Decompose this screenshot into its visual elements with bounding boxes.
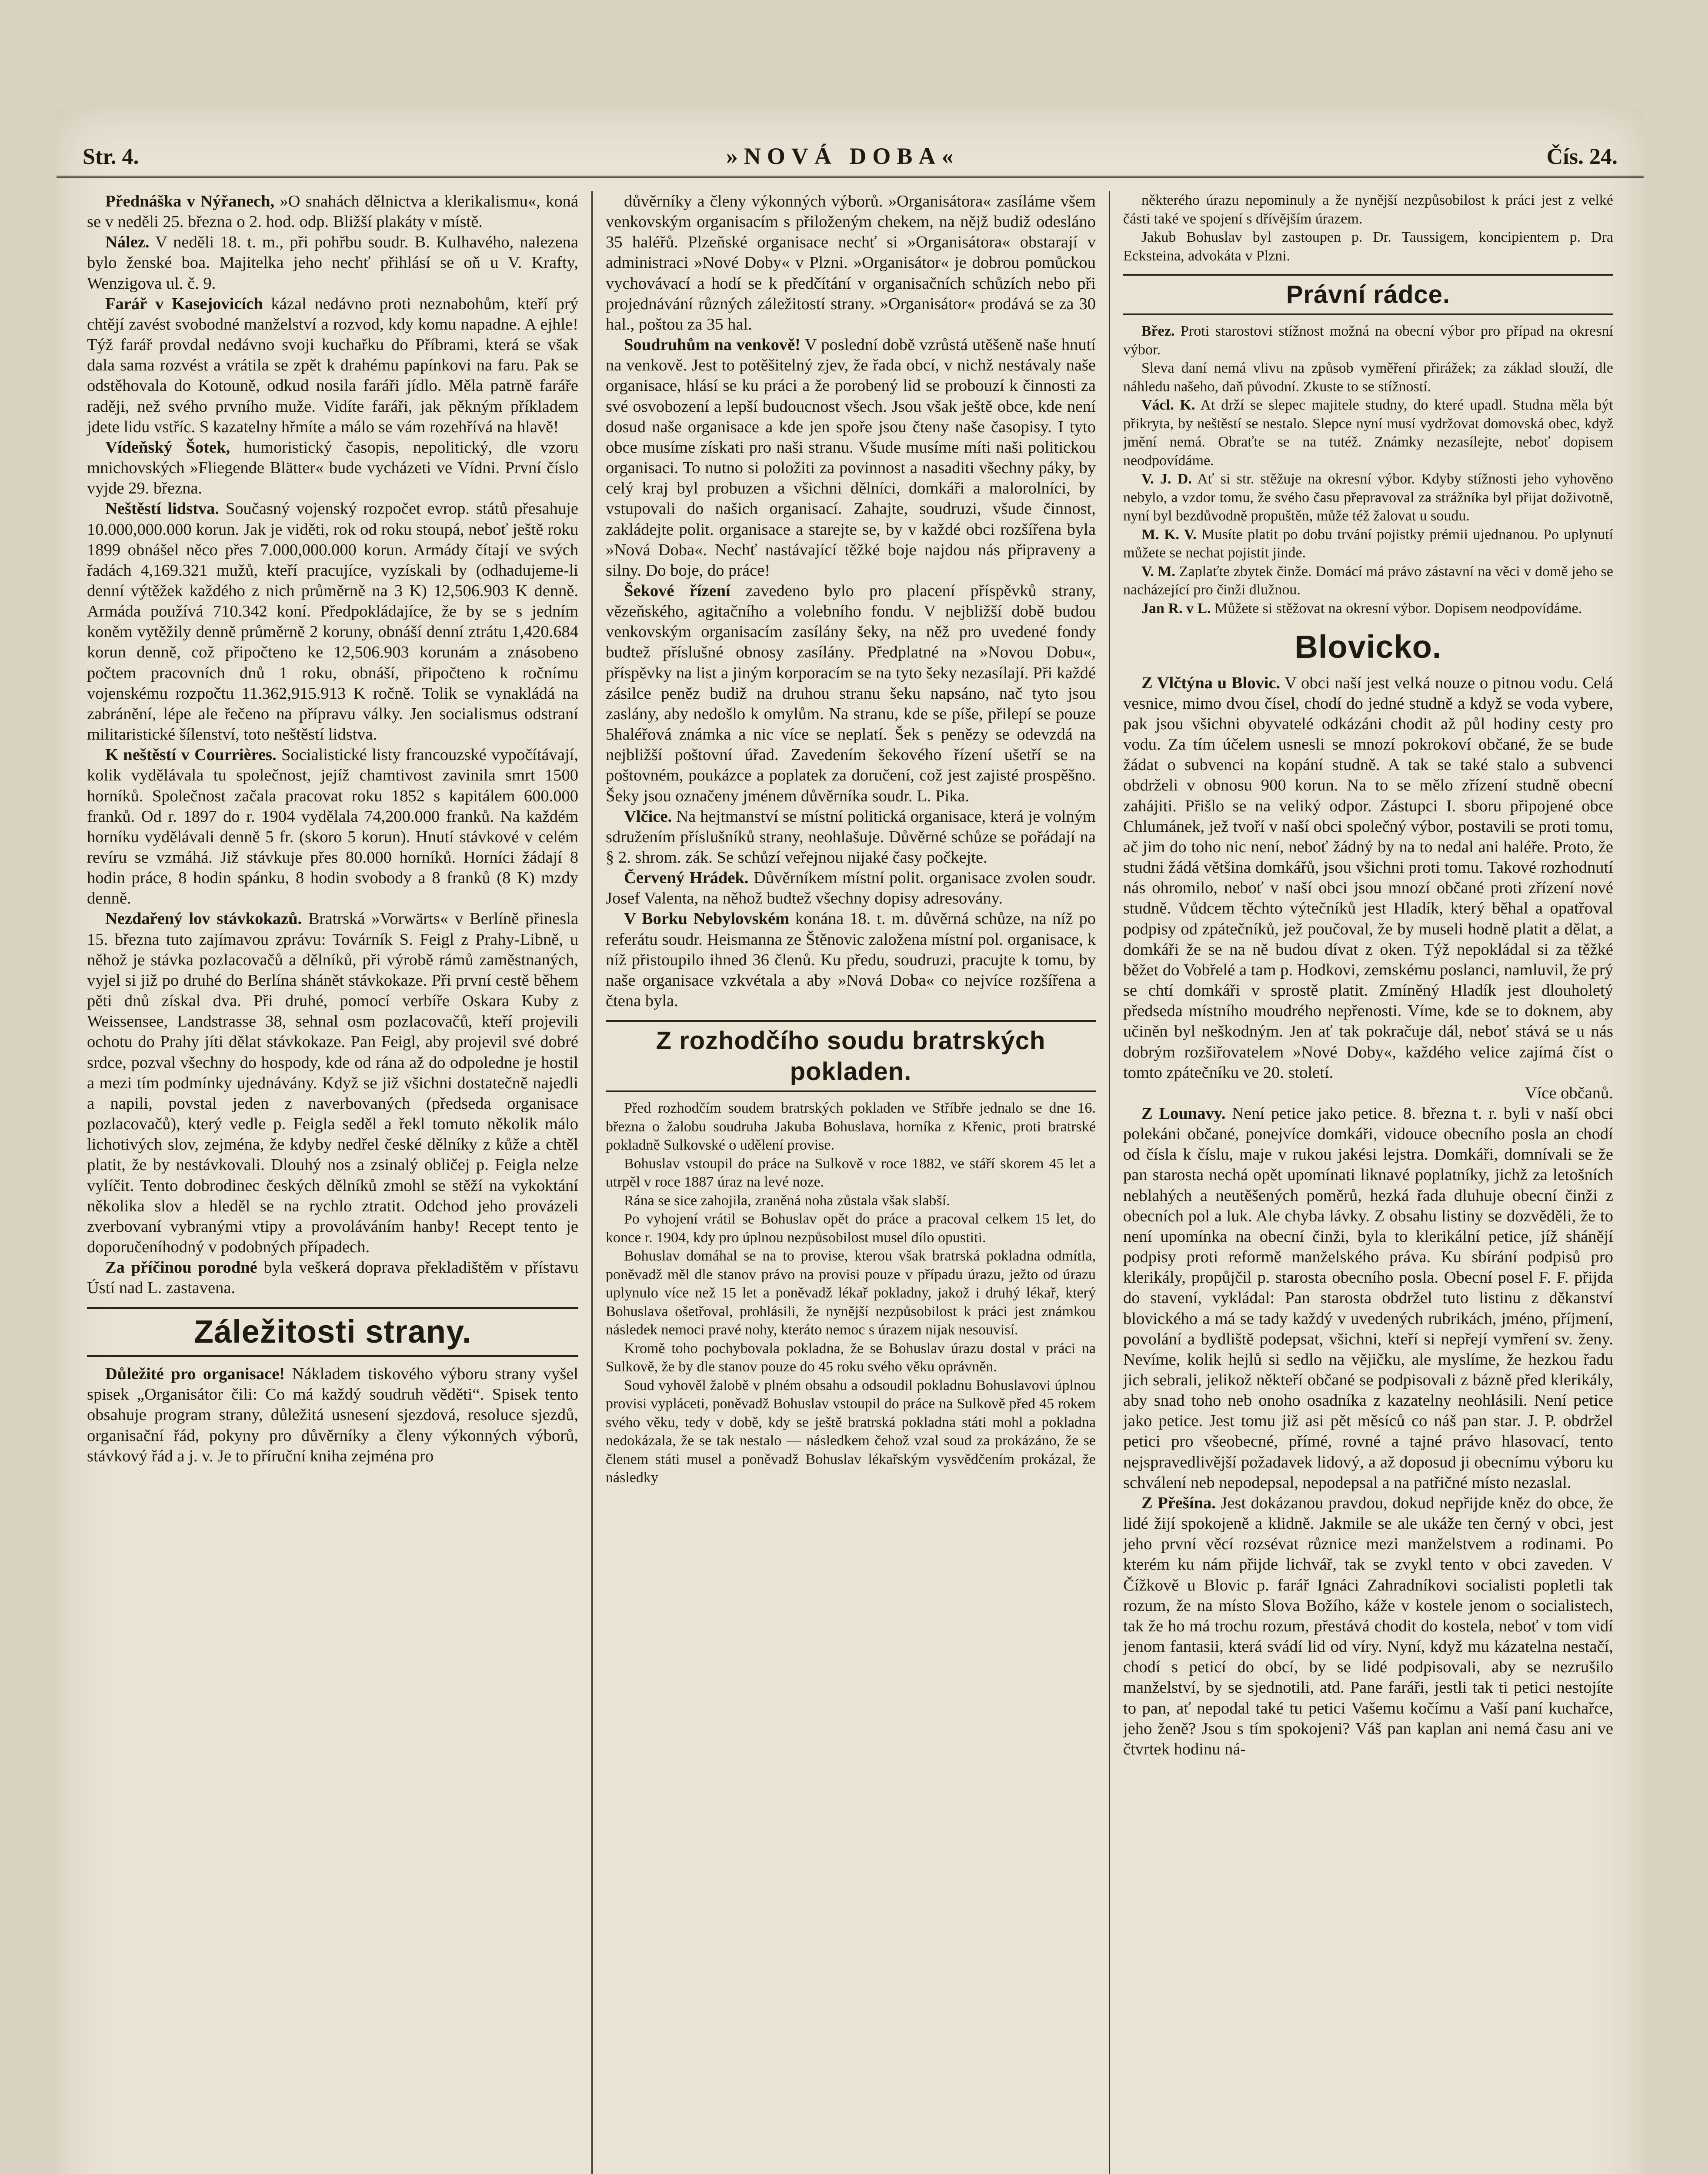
page-header (57, 130, 1644, 178)
article-lead: V Borku Nebylovském (624, 910, 790, 928)
article-paragraph (606, 1340, 1096, 1377)
article-text: byla veškerá doprava překladištěm v přístavu Ústí nad L. zastavena. (87, 1258, 578, 1297)
article-text: »O snahách dělnictva a klerikalismu«, koná se v neděli 25. března o 2. hod. odp. Bližší plakáty v místě. (87, 192, 578, 231)
article-paragraph (87, 191, 578, 232)
article-lead: K neštěstí v Courrières. (105, 746, 277, 764)
col3-blovicko-articles (1123, 673, 1613, 1760)
article-text: Sleva daní nemá vlivu na způsob vyměření přirážek; za základ slouží, dle náhledu našeho, daň původní. Zkuste to se stížností. (1123, 360, 1613, 395)
article-lead: Z Lounavy. (1141, 1104, 1226, 1123)
column-2 (591, 191, 1109, 2174)
article-lead: M. K. V. (1141, 526, 1197, 543)
article-paragraph (87, 745, 578, 909)
article-paragraph (87, 1257, 578, 1298)
article-lead: Vlčice. (624, 807, 672, 826)
issue-number: Čís. 24. (1546, 144, 1618, 169)
article-text: V poslední době vzrůstá utěšeně naše hnutí na venkově. Jest to potěšitelný zjev, že řada obcí, v nichž nestávaly naše organisace, hlásí se ku práci a že porobený lid se probouzí k činnosti za své osvobození a lepší budoucnost všech. Jsou však ještě obce, kde není dosud naše organisace a kde jen spoře jsou čteny naše časopisy. I tyto obce musíme získati pro naši stranu. Všude musíme míti naši politickou organisaci. To nutno si položiti za povinnost a nasaditi všechny páky, by celý kraj byl probuzen a všichni dělníci, domkáři a malorolníci, by vstupovali do našich organisací. Zahajte, soudruzi, všude činnost, zakládejte polit. organisace a starejte se, by v každé obci rozšířena byla »Nová Doba«. Nechť nastávající těžké boje najdou nás připraveny a silny. Do boje, do práce! (606, 336, 1096, 580)
article-text: zavedeno bylo pro placení příspěvků strany, vězeňského, agitačního a volebního fondu. V nejbližší době budou venkovským organisacím zasílány šeky, na něž pro uvedené fondy budtež příslušné obnosy zasílány. Předplatné na »Novou Dobu«, příspěvky na list a jiným korporacím se na tyto šeky nezasílají. Při každé zásilce peněz budiž na druhou stranu šeku napsáno, nač tyto jsou zaslány, aby nedošlo k omylům. Na stranu, kde se píše, přilepí se pouze 5haléřová známka a nic více se neplatí. Šek s penězy se odevzdá na nejbližší poštovní úřad. Zavedením šekového řízení ušetří se na poštovném, poukázce a poplatek za doručení, což jest zajisté prospěšno. Šeky jsou označeny jménem důvěrníka soudr. L. Pika. (606, 581, 1096, 805)
article-paragraph (1123, 322, 1613, 359)
article-text: Před rozhodčím soudem bratrských pokladen ve Stříbře jednalo se dne 16. března o žalobu soudruha Jakuba Bohuslava, horníka z Křenic, proti bratrské pokladně Sulkovské o udělení provise. (606, 1100, 1096, 1154)
article-lead: Červený Hrádek. (624, 869, 749, 887)
section-title-blovicko: Blovicko. (1294, 629, 1442, 665)
section-title-legal-advice: Právní rádce. (1123, 274, 1613, 315)
article-text: Jest dokázanou pravdou, dokud nepřijde kněz do obce, že lidé žijí spokojeně a klidně. Jakmile se ale ukáže ten černý v obci, jest jeho první věcí rozsévat různice mezi manželstvem a rodinami. Po kterém ku nám přijde lichvář, tak se zvykl tento v obci zaveden. V Čížkově u Blovic p. farář Ignáci Zahradníkovi socialisti popletli tak rozum, že na místo Slova Božího, káže v kostele jenom o socialistech, tak že ho má trochu rozum, přestává chodit do kostela, neboť v tom vidí jenom fantasii, která svádí lid od víry. Nyní, když mu kázatelna nestačí, chodí s peticí do obcí, by se lidé podpisovali, aby se nezrušilo manželství, by se sjednotili, atd. Pane faráři, jestli tak ti petici nestojíte to pan, ať nepodal také tu petici Vašemu kočímu a Vaší paní kuchařce, jeho ženě? Jsou s tím spokojeni? Váš pan kaplan ani nemá času ani ve čtvrtek hodinu ná- (1123, 1494, 1613, 1758)
article-lead: V. M. (1141, 563, 1175, 580)
article-lead: Z Vlčtýna u Blovic. (1141, 674, 1281, 692)
article-lead: Jan R. v L. (1141, 600, 1211, 617)
article-text: Na hejtmanství se místní politická organisace, která je volným sdružením příslušníků strany, neohlašuje. Důvěrné schůze se pořádají na § 2. shrom. zák. Se schůzí veřejnou nijaké časy počkejte. (606, 807, 1096, 867)
article-text: Socialistické listy francouzské vypočítávají, kolik vydělávala tu společnost, jejíž chamtivost zavinila smrt 1500 horníků. Společnost začala pracovat roku 1852 s kapitálem 600.000 franků. Od r. 1897 do r. 1904 vydělala 74,200.000 franků. Na každém horníku vydělávali denně 5 fr. (skoro 5 korun). Hnutí stávkové v celém revíru se vzmáhá. Již stávkuje přes 80.000 horníků. Horníci žádají 8 hodin práce, 8 hodin spánku, 8 hodin svobody a 8 franků (8 K) mzdy denně. (87, 746, 578, 908)
article-paragraph (1123, 600, 1613, 618)
col2-articles (606, 191, 1096, 1011)
newspaper-title: »NOVÁ DOBA« (726, 143, 960, 169)
article-paragraph (87, 909, 578, 1257)
article-text: konána 18. t. m. důvěrná schůze, na níž po referátu soudr. Heismanna ze Štěnovic založena místní pol. organisace, k níž přistoupilo ihned 36 členů. Ku předu, soudruzi, pracujte k tomu, by naše organisace vzkvétala a aby »Nová Doba« co nejvíce rozšířena a čtena byla. (606, 910, 1096, 1010)
article-text: Důvěrníkem místní polit. organisace zvolen soudr. Josef Valenta, na něhož budtež všechny dopisy adresovány. (606, 869, 1096, 908)
article-text: Můžete si stěžovat na okresní výbor. Dopisem neodpovídáme. (1211, 600, 1582, 617)
article-lead: Soudruhům na venkově! (624, 336, 801, 354)
article-text: At drží se slepec majitele studny, do které upadl. Studna měla být přikryta, by neštěstí se nestalo. Slepce nyní musí vydržovat domovská obec, když jmění nemá. Obraťte se na tutéž. Známky nezasílejte, neboť dopisem neodpovídáme. (1123, 397, 1613, 469)
article-paragraph (606, 807, 1096, 868)
article-paragraph (606, 1155, 1096, 1192)
article-paragraph (606, 1210, 1096, 1247)
article-lead: Neštěstí lidstva. (105, 500, 219, 518)
article-text: některého úrazu nepominuly a že nynější nezpůsobilost k práci jest z velké části také ve spojení s dřívějším úrazem. (1123, 192, 1613, 227)
article-paragraph (606, 1247, 1096, 1340)
article-paragraph (1123, 1493, 1613, 1760)
article-signature: Více občanů. (1525, 1084, 1613, 1102)
col1-articles (87, 191, 578, 1298)
article-text: humoristický časopis, nepolitický, dle vzoru mnichovských »Fliegende Blätter« bude vycházeti ve Vídni. První číslo vyjde 29. března. (87, 438, 578, 498)
article-lead: Farář v Kasejovicích (105, 294, 263, 313)
section-title-party-affairs: Záležitosti strany. (87, 1307, 578, 1357)
article-paragraph (1123, 191, 1613, 228)
article-paragraph (606, 868, 1096, 909)
article-paragraph (87, 499, 578, 745)
section-title-arbitration: Z rozhodčího soudu bratrských pokladen. (606, 1020, 1096, 1092)
article-paragraph (1123, 526, 1613, 563)
article-text: kázal nedávno proti neznabohům, kteří prý chtějí zavést svobodné manželství a rozvod, kdy komu napadne. A ejhle! Týž farář provdal nedávno svoji kuchařku do Příbrami, která se však dala sama rozvést a vrátila se zpět k drahému papínkovi na faru. Pak se odstěhovala do Kotouně, odkud nosila faráři jídlo. Měla patrně faráře raději, než svého prvního muže. Vidíte faráři, jak pěkným příkladem jdete lidu vstříc. S kazatelny hřmíte a málo se vám rozehřívá na hlavě! (87, 294, 579, 436)
newspaper-page (57, 109, 1644, 2174)
article-paragraph (606, 909, 1096, 1011)
article-lead: Vídeňský Šotek, (105, 438, 230, 457)
article-lead: Nezdařený lov stávkokazů. (105, 910, 302, 928)
article-text: V neděli 18. t. m., při pohřbu soudr. B. Kulhavého, nalezena bylo ženské boa. Majitelka jeho nechť přihlásí se oň u V. Krafty, Wenzigova ul. č. 9. (87, 233, 578, 293)
article-paragraph (1123, 470, 1613, 526)
article-text: Bratrská »Vorwärts« v Berlíně přinesla 15. března tuto zajímavou zprávu: Továrník S. Feigl z Prahy-Libně, u něhož je stávka pozlacovačů a dělníků, při výrobě rámů zaměstnaných, vyjel si již po druhé do Berlína shánět stávkokaze. Při první cestě během pěti dnů získal dva. Při druhé, pomocí verbíře Oskara Kuby z Weissensee, Landstrasse 38, sehnal osm pozlacovačů, kteří projevili ochotu do Prahy jíti dělat stávkokaze. Pan Feigl, aby projevil své dobré srdce, pozval všechny do hospody, kde od rána až do odpoledne je hostil a mezi tím podmínky ujednávány. Když se již všichni dostatečně najedli a napili, povstal jeden z naverbovaných (předseda organisace pozlacovačů), který vedle p. Feigla seděl a řekl tomuto několik málo lichotivých slov, zejména, že kdyby nedřel české dělníky z kůže a chtěl platit, že by nestávkovali. Dlouhý nos a zsinalý obličej p. Feigla nelze vylíčit. Tento dobrodinec českých dělníků zmohl se stěží na vykoktání několika slov a hleděl se na rychlo ztratit. Odchod jeho provázeli zverbovaní vybranými vtipy a provoláváním hanby! Recept tento je doporučeníhodný v podobných případech. (87, 910, 579, 1256)
article-text: Jakub Bohuslav byl zastoupen p. Dr. Taussigem, koncipientem p. Dra Ecksteina, advokáta v Plzni. (1123, 229, 1613, 264)
article-lead: Přednáška v Nýřanech, (105, 192, 275, 210)
article-text: Bohuslav vstoupil do práce na Sulkově v roce 1882, ve stáří skorem 45 let a utrpěl v roce 1887 úraz na levé noze. (606, 1155, 1096, 1190)
article-paragraph (606, 581, 1096, 807)
article-text: V obci naší jest velká nouze o pitnou vodu. Celá vesnice, mimo dvou čísel, chodí do jedné studně a když se voda vybere, pak jsou všichni obyvatelé odkázáni chodit až půl hodiny cesty pro vodu. Za tím účelem usnesli se mnozí pokrokoví občané, že se bude žádat o subvenci na kopání studně. A tak se také stalo a subvenci obdrželi v obnosu 900 korun. Na to se mělo zřízení studně obecní zahájiti. Přišlo se na veliký odpor. Zástupci I. sboru připojené obce Chlumánek, jež tvoří v naší obci společný výbor, postavili se proti tomu, ač jim do toho nic není, neboť žádný by na to nedal ani haléře. Proto, že studni žádá většina domkářů, jsou všichni proti tomu. Takové rozhodnutí nás ohromilo, neboť v naší obci jsou mnozí občané proti zřízení nové studně. Vůdcem těchto výtečníků jest Hladík, který běhal a opatřoval podpisy od zpátečníků, jež poučoval, že by museli hodně platit a dělat, a domkáři že se na ně budou dívat z oken. Týž nepokládal si za těžké běžet do Vobřelé a tam p. Hodkovi, zemskému poslanci, namluvil, že prý se chtí domkáři v sprostě platit. Zmíněný Hladík jest dlouholetý předseda místního moudrého nepřenosti. Víme, kde se to doknem, aby učiněn byl neškodným. Jen ať tak pokračuje dál, neboť stává se u nás dobrým rozšiřovatelem »Nové Doby«, každého velice zajímá číst o tomto zpátečníku ve 20. století. (1123, 674, 1613, 1082)
article-paragraph (606, 1099, 1096, 1155)
article-text: Musíte platit po dobu trvání pojistky prémii ujednanou. Po uplynutí můžete se nechat pojistit jinde. (1123, 526, 1614, 561)
article-text: Po vyhojení vrátil se Bohuslav opět do práce a pracoval celkem 15 let, do konce r. 1904, kdy pro úplnou nezpůsobilost musel dílo opustiti. (606, 1211, 1096, 1246)
article-text: Současný vojenský rozpočet evrop. států přesahuje 10.000,000.000 korun. Jak je viděti, rok od roku stoupá, neboť ještě roku 1899 obnášel něco přes 7.000,000.000 korun. Armády čítají ve svých řadách 4,169.321 mužů, kteří pracujíce, vyzískali by (odhadujeme-li denní výtěžek každého z nich průměrně na 3 K) 12,506.903 K denně. Armáda používá 710.342 koní. Předpokládajíce, že by se s jedním koněm vytěžily denně průměrně 2 koruny, obnáší denní ztrátu 1,420.684 korun denně, což připočteno ke 12,506.903 korunám a znásobeno počtem pracovních dnů 1 roku, obnáší, připočteno k ročnímu vojenskému rozpočtu 11.362,915.913 K ročně. Tolik se vynakládá na zabránění, lépe ale řečeno na přípravu války. Jen socialismus odstraní militaristické šílenství, toto neštěstí lidstva. (87, 500, 578, 744)
article-paragraph (87, 294, 578, 437)
article-paragraph (1123, 563, 1613, 600)
article-text: Soud vyhověl žalobě v plném obsahu a odsoudil pokladnu Bohuslavovi úplnou provisi vypláceti, poněvadž Bohuslav vstoupil do práce na Sulkově před 45 rokem svého věku, tedy v době, kdy se ještě bratrská pokladna státi mohl a pokladna nedokázala, že se tak nestalo — následkem čehož vzal soud za prokázáno, že se členem státi musel a poněvadž Bohuslav lékařským vysvědčením prokázal, že následky (606, 1377, 1096, 1486)
article-lead: Nález. (105, 233, 150, 252)
article-text: Není petice jako petice. 8. března t. r. byli v naší obci polekáni občané, ponejvíce domkáři, vidouce obecního posla an chodí od čísla k číslu, maje v rukou jakési lejstra. Domkáři, domnívali se že pan starosta nechá opět upomínati liknavé poplatníky, jichž za letošních neblahých a neutěšených poměrů, hezká řada dluhuje obecní činži z obecních pol a luk. Ale chyba lávky. Z obsahu listiny se dozvěděli, že to není upomínka na obecní činži, byla to klerikální petice, jíž shánějí podpisy proti reformě manželského práva. Ku sbírání podpisů pro klerikály, propůjčil p. starosta obecního posla. Obecní posel F. F. přijda do stavení, vykládal: Pan starosta obdržel tuto listinu z děkanství blovického a má se tady každý v uvedených rubrikách, jméno, příjmení, povolání a bydliště podepsat, všichni, kteří si nepřejí vymření sv. ženy. Nevíme, kolik hejlů si sedlo na vějičku, ale myslíme, že hezkou řadu jich sebrali, jelikož někteří občané se podpisovali z bázně před klerikály, aby snad toho neb onoho osadníka z kazatelny neohlásili. Není petice jako petice. Jest tomu již asi pět měsíců co náš pan star. J. P. obdržel petici pro všeobecné, přímé, rovné a tajné právo hlasovací, tento nejspravedlivější požadavek lidový, a až doposud ji obecnímu výboru ku schválení neb nepodepsal, nepodepsal a na patřičné místo nezaslal. (1123, 1104, 1613, 1492)
article-lead: Šekové řízení (624, 581, 731, 600)
article-lead: Břez. (1141, 323, 1175, 340)
article-lead: Z Přešína. (1141, 1494, 1216, 1512)
article-paragraph (1123, 396, 1613, 470)
article-paragraph (1123, 673, 1613, 1104)
columns (74, 191, 1626, 2174)
article-lead: Za příčinou porodné (105, 1258, 257, 1277)
article-paragraph (606, 1377, 1096, 1487)
article-text: Kromě toho pochybovala pokladna, že se Bohuslav úrazu dostal v práci na Sulkově, že by dle stanov pouze do 45 roku svého věku oprávněn. (606, 1340, 1096, 1375)
article-text: Zaplaťte zbytek činže. Domácí má právo zástavní na věci v domě jeho se nacházející pro činži dlužnou. (1123, 563, 1613, 598)
article-text: Ať si str. stěžuje na okresní výbor. Kdyby stížnosti jeho vyhověno nebylo, a vzdor tomu, že svého času přepravoval za strážníka byl přijat doživotně, nyní byl bezdůvodně propuštěn, může též žalovat u soudu. (1123, 471, 1613, 524)
column-3 (1109, 191, 1626, 2174)
article-lead: Václ. K. (1141, 397, 1195, 413)
article-paragraph (1123, 228, 1613, 265)
article-paragraph (606, 1192, 1096, 1210)
article-paragraph (87, 1364, 578, 1467)
col2-after-articles (606, 1099, 1096, 1487)
column-1 (74, 191, 591, 2174)
article-text: Bohuslav domáhal se na to provise, kterou však bratrská pokladna odmítla, poněvadž měl dle stanov právo na provisi pouze v případu úrazu, ježto od úrazu uplynulo více než 15 let a poněvadž lékař pokladny, jakož i druhý lékař, který Bohuslava ošetřoval, prohlásili, že nynější nezpůsobilost k práci jest známkou následek nemoci pravé nohy, kteráto nemoc s úrazem nijak nesouvisí. (606, 1248, 1096, 1338)
page-number: Str. 4. (83, 144, 139, 169)
article-paragraph (87, 437, 578, 499)
article-paragraph (1123, 359, 1613, 396)
article-text: důvěrníky a členy výkonných výborů. »Organisátora« zasíláme všem venkovským organisacím s přiloženým chekem, na nějž budiž odesláno 35 haléřů. Plzeňské organisace nechť si »Organisátora« obstarají v administraci »Nové Doby« v Plzni. »Organisátor« je dobrou pomůckou vychovávací a hodí se k předčítání v organisačních schůzích nebo při projednávání různých záležitostí strany. »Organisátor« prodává se za 30 hal., poštou za 35 hal. (606, 192, 1096, 333)
col1-after-articles (87, 1364, 578, 1467)
col3-advice-articles (1123, 322, 1613, 618)
article-lead: V. J. D. (1141, 471, 1192, 487)
article-paragraph (87, 232, 578, 293)
article-text: Rána se sice zahojila, zraněná noha zůstala však slabší. (624, 1192, 950, 1209)
article-text: Nákladem tiskového výboru strany vyšel spisek „Organisátor čili: Co má každý soudruh věděti“. Spisek tento obsahuje program strany, důležitá usnesení sjezdová, resoluce sjezdů, organisační řád, pokyny pro důvěrníky a členy výkonných výborů, stávkový řád a j. v. Je to příruční kniha zejména pro (87, 1365, 578, 1465)
col3-top-articles (1123, 191, 1613, 265)
article-paragraph (606, 335, 1096, 581)
article-paragraph (1123, 1104, 1613, 1493)
article-paragraph (606, 191, 1096, 335)
article-lead: Důležité pro organisace! (105, 1365, 285, 1384)
article-text: Proti starostovi stížnost možná na obecní výbor pro případ na okresní výbor. (1123, 323, 1613, 358)
